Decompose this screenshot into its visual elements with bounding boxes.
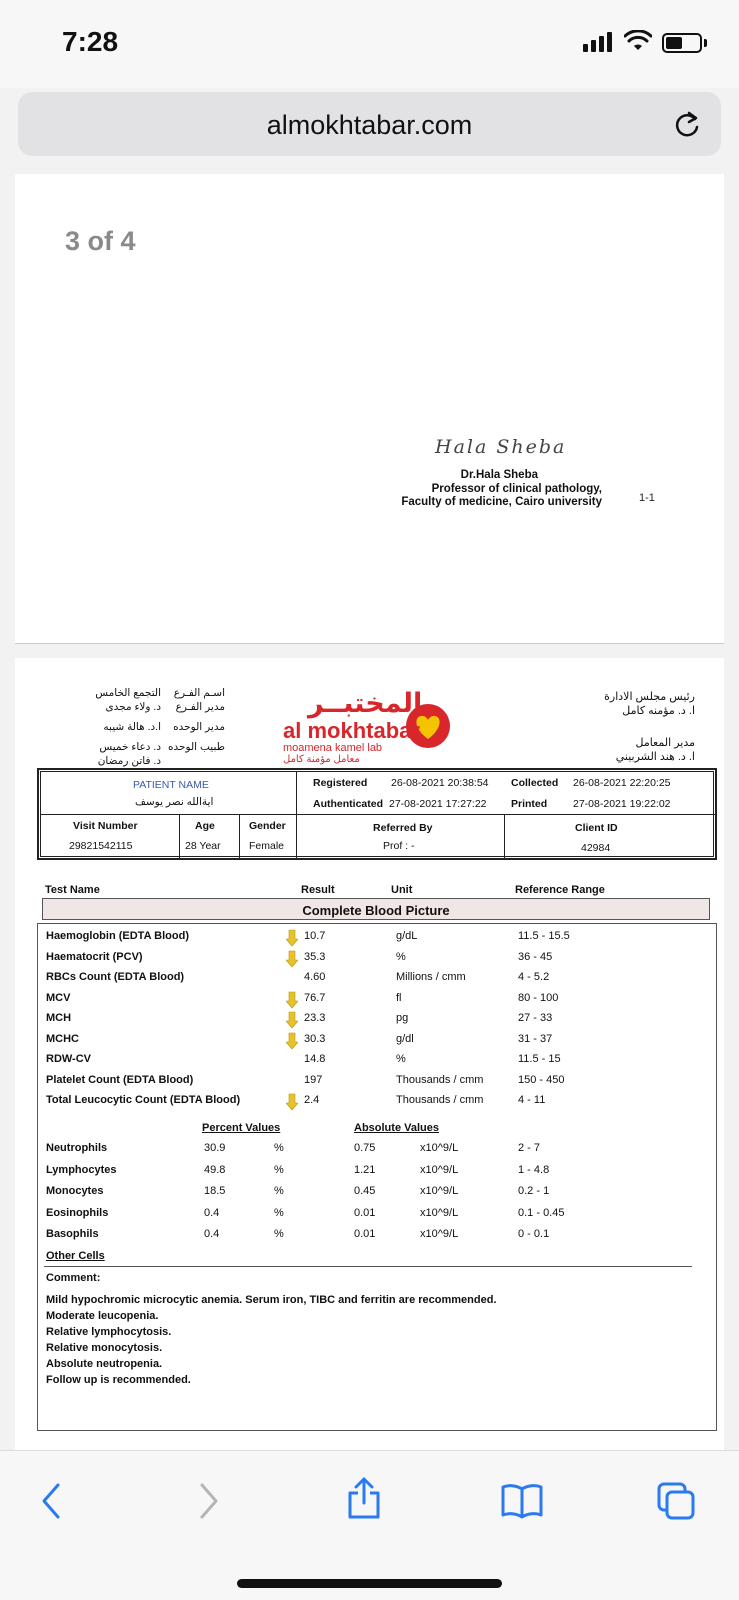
test-row xyxy=(38,1094,718,1112)
test-name: Platelet Count (EDTA Blood) xyxy=(46,1073,194,1086)
home-indicator xyxy=(237,1579,502,1588)
header-label: مدير الفـرع xyxy=(175,701,225,713)
comment-line: Mild hypochromic microcytic anemia. Serum iron, TIBC and ferritin are recommended. xyxy=(46,1294,497,1306)
reload-icon[interactable] xyxy=(673,109,701,139)
comment-line: Absolute neutropenia. xyxy=(46,1358,163,1370)
forward-icon[interactable] xyxy=(196,1481,222,1521)
status-time: 7:28 xyxy=(62,26,119,57)
test-reference-range: 36 - 45 xyxy=(518,950,553,963)
test-row xyxy=(38,951,718,969)
comment-line: Relative monocytosis. xyxy=(46,1342,163,1354)
gender-label: Gender xyxy=(249,820,286,832)
header-left-col2 xyxy=(75,686,161,768)
visit-number-label: Visit Number xyxy=(73,820,138,832)
divider xyxy=(44,1266,692,1267)
test-name: MCV xyxy=(46,991,71,1004)
low-arrow-icon xyxy=(286,1011,298,1032)
printed-value: 27-08-2021 19:22:02 xyxy=(573,798,671,810)
signature-image: Hala Sheba xyxy=(435,436,567,458)
header-value: د. ولاء مجدى xyxy=(105,701,161,713)
wifi-icon xyxy=(624,30,652,52)
test-result: 76.7 xyxy=(304,991,326,1004)
test-name: Total Leucocytic Count (EDTA Blood) xyxy=(46,1094,241,1106)
col-header-unit: Unit xyxy=(391,884,413,896)
test-result: 23.3 xyxy=(304,1012,326,1024)
header-label: مدير الوحده xyxy=(173,721,225,733)
absolute-unit: x10^9/L xyxy=(420,1206,459,1219)
low-arrow-icon xyxy=(286,950,298,971)
cellular-signal-icon xyxy=(583,32,612,52)
low-arrow-icon xyxy=(286,991,298,1012)
absolute-value: 1.21 xyxy=(354,1163,376,1176)
header-label: اسـم الفـرع xyxy=(173,687,225,699)
section-title: Complete Blood Picture xyxy=(302,903,450,918)
low-arrow-icon xyxy=(286,1032,298,1053)
doctor-name: Dr.Hala Sheba xyxy=(460,469,538,481)
logo-arabic: المختبــر xyxy=(308,688,423,718)
battery-icon xyxy=(662,33,702,53)
differential-row xyxy=(38,1185,718,1203)
test-unit: g/dl xyxy=(396,1032,414,1045)
bookmarks-icon[interactable] xyxy=(500,1481,544,1521)
patient-info-box xyxy=(37,768,717,860)
results-box xyxy=(37,923,717,1431)
browser-toolbar xyxy=(0,1450,739,1600)
url-text[interactable]: almokhtabar.com xyxy=(266,110,473,140)
client-id-value: 42984 xyxy=(581,842,611,854)
test-reference-range: 4 - 11 xyxy=(518,1094,546,1106)
header-value: ا.د. هالة شيبه xyxy=(103,721,161,733)
percent-unit: % xyxy=(274,1228,284,1240)
pdf-page-previous xyxy=(15,174,724,644)
test-reference-range: 11.5 - 15.5 xyxy=(518,930,570,942)
differential-row xyxy=(38,1207,718,1225)
patient-name-value: ايةالله نصر يوسف xyxy=(135,796,214,808)
percent-value: 30.9 xyxy=(204,1142,226,1154)
percent-unit: % xyxy=(274,1142,284,1154)
cell-type: Lymphocytes xyxy=(46,1163,117,1176)
percent-value: 18.5 xyxy=(204,1185,226,1197)
test-result: 10.7 xyxy=(304,930,326,942)
comment-label: Comment: xyxy=(46,1272,101,1284)
test-row xyxy=(38,1053,718,1071)
authenticated-value: 27-08-2021 17:27:22 xyxy=(389,798,487,810)
differential-row xyxy=(38,1164,718,1182)
test-reference-range: 80 - 100 xyxy=(518,991,559,1004)
absolute-value: 0.01 xyxy=(354,1228,376,1240)
header-right-label: رئيس مجلس الادارة xyxy=(604,691,695,703)
back-icon[interactable] xyxy=(38,1481,64,1521)
page-indicator: 3 of 4 xyxy=(65,226,136,256)
test-name: MCHC xyxy=(46,1032,79,1045)
test-unit: Thousands / cmm xyxy=(396,1073,484,1086)
doctor-title: Professor of clinical pathology, xyxy=(431,483,602,495)
test-row xyxy=(38,930,718,948)
collected-value: 26-08-2021 22:20:25 xyxy=(573,777,671,789)
visit-number-value: 29821542115 xyxy=(69,840,133,852)
tabs-icon[interactable] xyxy=(656,1481,696,1521)
low-arrow-icon xyxy=(286,929,298,950)
header-right-label: مدير المعامل xyxy=(635,737,695,749)
gender-value: Female xyxy=(249,840,285,852)
test-result: 30.3 xyxy=(304,1032,326,1045)
client-id-label: Client ID xyxy=(575,822,618,834)
header-right-value: ا. د. مؤمنه كامل xyxy=(622,705,695,717)
test-reference-range: 11.5 - 15 xyxy=(518,1053,561,1065)
test-row xyxy=(38,971,718,989)
logo-subtitle-arabic: معامل مؤمنة كامل xyxy=(283,754,360,765)
header-value: د. دعاء خميس xyxy=(99,741,161,753)
test-unit: g/dL xyxy=(396,930,418,942)
test-name: MCH xyxy=(46,1012,72,1024)
comment-line: Moderate leucopenia. xyxy=(46,1310,159,1322)
differential-reference-range: 0.1 - 0.45 xyxy=(518,1206,565,1219)
test-row xyxy=(38,1033,718,1051)
other-cells-label: Other Cells xyxy=(46,1250,105,1262)
share-icon[interactable] xyxy=(346,1475,382,1521)
header-left-col1 xyxy=(163,686,225,754)
comment-line: Follow up is recommended. xyxy=(46,1374,191,1386)
percent-unit: % xyxy=(274,1206,284,1219)
age-label: Age xyxy=(195,820,215,832)
test-result: 14.8 xyxy=(304,1053,326,1065)
differential-reference-range: 0 - 0.1 xyxy=(518,1228,550,1240)
header-value: التجمع الخامس xyxy=(95,687,161,699)
test-row xyxy=(38,1074,718,1092)
absolute-unit: x10^9/L xyxy=(420,1163,459,1176)
test-result: 35.3 xyxy=(304,950,326,963)
age-value: 28 Year xyxy=(185,840,221,852)
absolute-unit: x10^9/L xyxy=(420,1142,459,1154)
test-reference-range: 27 - 33 xyxy=(518,1012,553,1024)
page-reference: 1-1 xyxy=(639,492,655,504)
absolute-value: 0.01 xyxy=(354,1206,376,1219)
address-bar[interactable] xyxy=(18,92,721,156)
differential-reference-range: 0.2 - 1 xyxy=(518,1185,550,1197)
test-unit: Thousands / cmm xyxy=(396,1094,484,1106)
test-result: 197 xyxy=(304,1073,323,1086)
test-unit: % xyxy=(396,1053,406,1065)
differential-row xyxy=(38,1142,718,1160)
registered-label: Registered xyxy=(313,777,368,789)
section-bar xyxy=(42,898,710,920)
percent-value: 49.8 xyxy=(204,1163,226,1176)
absolute-values-header: Absolute Values xyxy=(354,1122,439,1134)
referred-by-value: Prof : - xyxy=(383,840,415,852)
header-label: طبيب الوحده xyxy=(168,741,225,753)
test-unit: % xyxy=(396,950,406,963)
test-reference-range: 4 - 5.2 xyxy=(518,971,550,983)
low-arrow-icon xyxy=(286,1093,298,1114)
printed-label: Printed xyxy=(511,798,548,810)
test-result: 4.60 xyxy=(304,971,326,983)
status-bar xyxy=(0,0,739,88)
differential-reference-range: 2 - 7 xyxy=(518,1142,541,1154)
authenticated-label: Authenticated xyxy=(313,798,384,810)
registered-value: 26-08-2021 20:38:54 xyxy=(391,777,489,789)
doctor-institution: Faculty of medicine, Cairo university xyxy=(401,496,602,508)
test-row xyxy=(38,1012,718,1030)
logo-english: al mokhtabar xyxy=(283,718,420,743)
test-result: 2.4 xyxy=(304,1094,320,1106)
test-unit: Millions / cmm xyxy=(396,971,466,983)
test-unit: fl xyxy=(396,991,402,1004)
header-value: د. فاتن رمضان xyxy=(97,755,161,767)
battery-tip xyxy=(704,39,707,47)
percent-value: 0.4 xyxy=(204,1228,220,1240)
col-header-test-name: Test Name xyxy=(45,884,100,896)
absolute-value: 0.75 xyxy=(354,1142,376,1154)
col-header-result: Result xyxy=(301,884,335,896)
absolute-value: 0.45 xyxy=(354,1185,376,1197)
cell-type: Monocytes xyxy=(46,1185,104,1197)
test-reference-range: 31 - 37 xyxy=(518,1032,553,1045)
percent-unit: % xyxy=(274,1185,284,1197)
collected-label: Collected xyxy=(511,777,559,789)
logo-subtitle: moamena kamel lab xyxy=(283,742,383,754)
test-name: Haematocrit (PCV) xyxy=(46,950,143,963)
test-name: RBCs Count (EDTA Blood) xyxy=(46,971,185,983)
differential-reference-range: 1 - 4.8 xyxy=(518,1163,550,1176)
percent-value: 0.4 xyxy=(204,1206,220,1219)
differential-row xyxy=(38,1228,718,1246)
test-name: RDW-CV xyxy=(46,1053,91,1065)
percent-unit: % xyxy=(274,1163,284,1176)
cell-type: Basophils xyxy=(46,1228,99,1240)
cell-type: Eosinophils xyxy=(46,1206,109,1219)
col-header-reference-range: Reference Range xyxy=(515,884,605,896)
header-right-value: ا. د. هند الشربيني xyxy=(615,751,695,763)
header-right xyxy=(575,690,695,764)
test-row xyxy=(38,992,718,1010)
test-unit: pg xyxy=(396,1012,409,1024)
absolute-unit: x10^9/L xyxy=(420,1185,459,1197)
referred-by-label: Referred By xyxy=(373,822,433,834)
absolute-unit: x10^9/L xyxy=(420,1228,459,1240)
comment-line: Relative lymphocytosis. xyxy=(46,1326,172,1338)
patient-name-label: PATIENT NAME xyxy=(133,779,209,791)
percent-values-header: Percent Values xyxy=(202,1122,281,1134)
test-reference-range: 150 - 450 xyxy=(518,1073,565,1086)
test-name: Haemoglobin (EDTA Blood) xyxy=(46,930,189,942)
pdf-page-report xyxy=(15,658,724,1450)
cell-type: Neutrophils xyxy=(46,1142,108,1154)
